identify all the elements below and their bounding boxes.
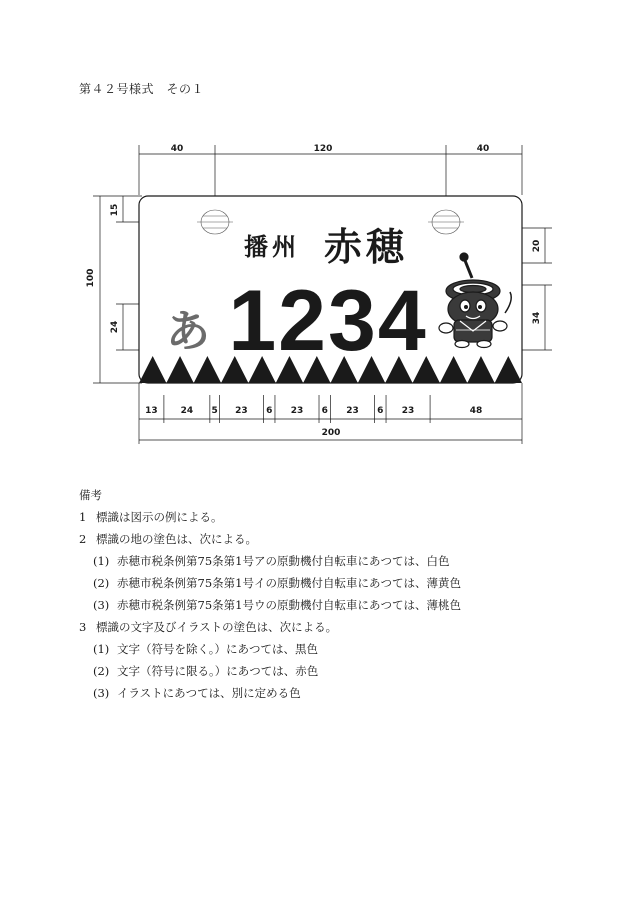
dim-right-mid: 34 bbox=[532, 311, 542, 325]
remark-number: 2 bbox=[79, 532, 87, 546]
remark-number: (1) bbox=[93, 642, 110, 656]
dim-top-right: 40 bbox=[476, 144, 490, 154]
remark-text: 標識は図示の例による。 bbox=[96, 510, 223, 524]
remark-item bbox=[79, 572, 599, 594]
dim-top-left: 40 bbox=[170, 144, 184, 154]
dim-bottom-segment: 23 bbox=[346, 406, 359, 416]
plate-city-text: 赤穂 bbox=[323, 225, 409, 269]
remarks-list bbox=[79, 506, 599, 704]
remark-number: (2) bbox=[93, 576, 110, 590]
remarks-section bbox=[79, 484, 599, 704]
remark-item bbox=[79, 616, 599, 638]
dim-bottom-segment: 23 bbox=[401, 406, 415, 416]
remark-number: (3) bbox=[93, 686, 110, 700]
remark-text: 標識の文字及びイラストの塗色は、次による。 bbox=[96, 620, 338, 634]
remark-item bbox=[79, 594, 599, 616]
remark-text: 標識の地の塗色は、次による。 bbox=[96, 532, 257, 546]
remark-number: (2) bbox=[93, 664, 110, 678]
remark-text: 文字（符号に限る。）にあつては、赤色 bbox=[117, 664, 319, 678]
plate-kana: あ bbox=[166, 306, 210, 357]
remark-item bbox=[79, 506, 599, 528]
dim-bottom-segment: 48 bbox=[469, 406, 483, 416]
dim-bottom-segment: 13 bbox=[145, 406, 158, 416]
dim-bottom-segment: 6 bbox=[321, 406, 328, 416]
remark-text: 赤穂市税条例第75条第1号ウの原動機付自転車にあつては、薄桃色 bbox=[117, 598, 461, 612]
remark-item bbox=[79, 550, 599, 572]
remark-number: (1) bbox=[93, 554, 110, 568]
dim-height: 100 bbox=[86, 268, 96, 288]
dim-bottom-segment: 6 bbox=[377, 406, 384, 416]
remark-item bbox=[79, 660, 599, 682]
dim-bottom-segment: 24 bbox=[180, 406, 194, 416]
remark-text: 文字（符号を除く。）にあつては、黒色 bbox=[117, 642, 319, 656]
dim-left-top: 15 bbox=[110, 203, 120, 217]
dim-left-kana: 24 bbox=[110, 320, 120, 334]
remark-number: 1 bbox=[79, 510, 87, 524]
remark-text: イラストにあつては、別に定める色 bbox=[117, 686, 301, 700]
dim-bottom-segment: 23 bbox=[290, 406, 304, 416]
dim-right-top: 20 bbox=[532, 239, 542, 253]
remark-item bbox=[79, 528, 599, 550]
dim-bottom-segment: 23 bbox=[235, 406, 248, 416]
plate-region-text: 播州 bbox=[244, 233, 300, 261]
remark-item bbox=[79, 682, 599, 704]
dim-bottom-segment: 6 bbox=[266, 406, 273, 416]
remark-text: 赤穂市税条例第75条第1号イの原動機付自転車にあつては、薄黄色 bbox=[117, 576, 461, 590]
remark-item bbox=[79, 638, 599, 660]
dim-bottom-segment: 5 bbox=[211, 406, 218, 416]
dim-total-width: 200 bbox=[321, 428, 341, 438]
remark-text: 赤穂市税条例第75条第1号アの原動機付自転車にあつては、白色 bbox=[117, 554, 450, 568]
dim-top-center: 120 bbox=[313, 144, 333, 154]
plate-number: 1234 bbox=[228, 273, 428, 369]
remark-number: (3) bbox=[93, 598, 110, 612]
remark-number: 3 bbox=[79, 620, 87, 634]
remarks-heading: 備考 bbox=[79, 488, 102, 502]
form-title: 第４２号様式 その１ bbox=[79, 82, 205, 96]
